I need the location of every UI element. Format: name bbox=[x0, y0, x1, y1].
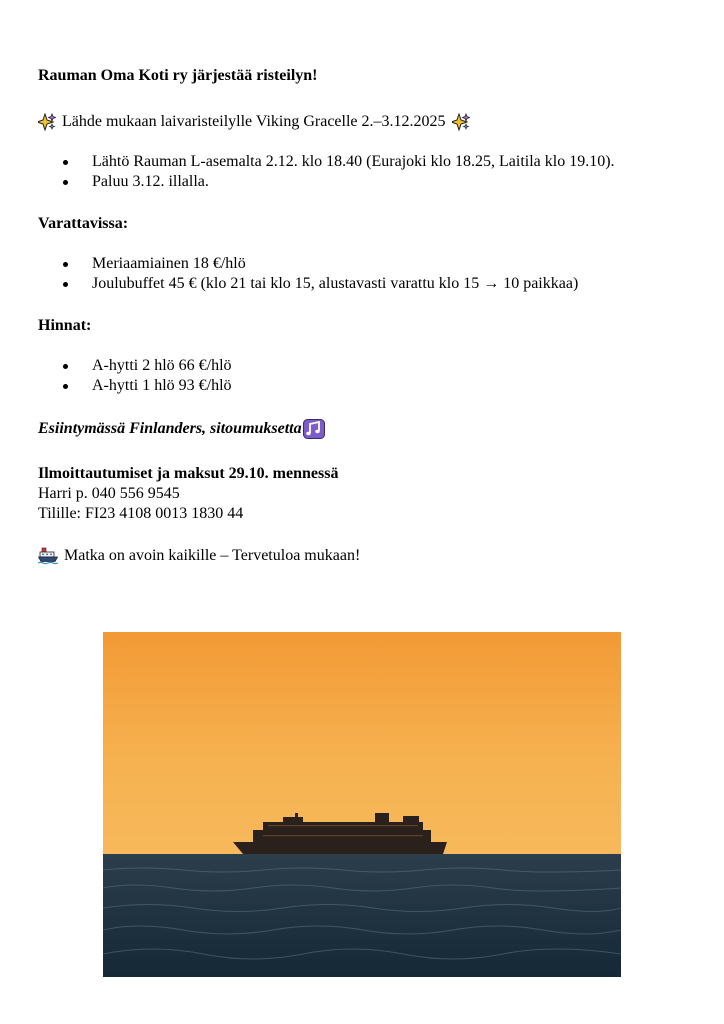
document-body bbox=[38, 66, 708, 566]
closing-line bbox=[38, 546, 708, 566]
cruise-ship-sunset-photo bbox=[103, 632, 621, 977]
sparkles-icon bbox=[38, 113, 56, 131]
list-item: Meriaamiainen 18 €/hlö bbox=[38, 254, 708, 274]
bookable-list bbox=[38, 254, 708, 294]
contact-line: Harri p. 040 556 9545 bbox=[38, 485, 180, 502]
photo-illustration bbox=[103, 632, 621, 977]
registration-heading: Ilmoittautumiset ja maksut 29.10. mennessä bbox=[38, 465, 339, 482]
list-item: A-hytti 2 hlö 66 €/hlö bbox=[38, 356, 708, 376]
musical-notes-icon bbox=[303, 419, 325, 439]
intro-line bbox=[38, 112, 708, 132]
prices-heading: Hinnat: bbox=[38, 317, 92, 334]
list-item: A-hytti 1 hlö 93 €/hlö bbox=[38, 376, 708, 396]
sparkles-icon bbox=[452, 113, 470, 131]
closing-text: Matka on avoin kaikille – Tervetuloa mukaan! bbox=[64, 547, 361, 564]
prices-list bbox=[38, 356, 708, 396]
list-item: Joulubuffet 45 € (klo 21 tai klo 15, alustavasti varattu klo 15 → 10 paikkaa) bbox=[38, 274, 708, 294]
list-item: Paluu 3.12. illalla. bbox=[38, 172, 708, 192]
intro-text: Lähde mukaan laivaristeilylle Viking Gracelle 2.–3.12.2025 bbox=[62, 113, 446, 130]
bookable-heading: Varattavissa: bbox=[38, 215, 129, 232]
registration-block bbox=[38, 464, 708, 524]
account-line: Tilille: FI23 4108 0013 1830 44 bbox=[38, 505, 244, 522]
document-title: Rauman Oma Koti ry järjestää risteilyn! bbox=[38, 67, 318, 84]
performers-line bbox=[38, 418, 708, 440]
sea bbox=[103, 854, 621, 977]
performers-text: Esiintymässä Finlanders, sitoumuksetta bbox=[38, 420, 302, 437]
list-item: Lähtö Rauman L-asemalta 2.12. klo 18.40 (Eurajoki klo 18.25, Laitila klo 19.10). bbox=[38, 152, 708, 172]
trip-details-list bbox=[38, 152, 708, 192]
cruise-ship-icon bbox=[38, 547, 58, 565]
